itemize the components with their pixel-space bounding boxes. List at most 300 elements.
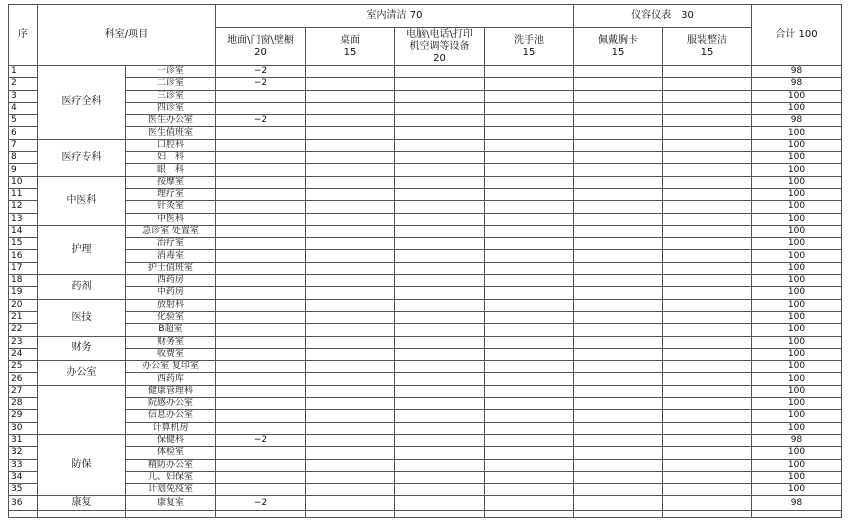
row-total: 100 — [752, 422, 842, 434]
score-cell — [663, 250, 752, 262]
row-number: 11 — [9, 188, 38, 200]
room-name: 消毒室 — [126, 250, 216, 262]
score-cell — [574, 484, 663, 496]
score-cell — [663, 471, 752, 483]
score-cell — [663, 238, 752, 250]
row-total: 100 — [752, 201, 842, 213]
score-cell — [306, 373, 395, 385]
tail-cell — [574, 511, 663, 518]
table-row — [9, 398, 842, 410]
score-cell — [485, 361, 574, 373]
score-cell — [485, 311, 574, 323]
score-cell — [663, 484, 752, 496]
score-cell — [395, 90, 485, 102]
score-cell — [663, 373, 752, 385]
score-cell — [574, 201, 663, 213]
score-cell — [395, 434, 485, 446]
score-cell — [663, 459, 752, 471]
table-row — [9, 471, 842, 483]
score-cell — [395, 398, 485, 410]
score-cell — [485, 127, 574, 139]
table-row — [9, 410, 842, 422]
row-total: 100 — [752, 275, 842, 287]
header-indoor-cleaning: 室内清洁 70 — [216, 5, 574, 28]
score-cell — [395, 410, 485, 422]
header-col — [485, 28, 574, 66]
score-cell — [306, 459, 395, 471]
table-row — [9, 336, 842, 348]
row-number: 35 — [9, 484, 38, 496]
score-cell — [485, 102, 574, 114]
room-name: 护士值班室 — [126, 262, 216, 274]
score-floor-window — [216, 348, 306, 360]
score-cell — [395, 336, 485, 348]
header-col-points: 15 — [700, 46, 714, 58]
room-name: 一诊室 — [126, 66, 216, 78]
table-row — [9, 139, 842, 151]
room-name: 医生办公室 — [126, 115, 216, 127]
row-total: 98 — [752, 115, 842, 127]
row-number: 20 — [9, 299, 38, 311]
score-cell — [306, 250, 395, 262]
score-cell — [306, 176, 395, 188]
header-col-name: 电脑\电话\打印机空调等设备 — [406, 28, 473, 52]
score-cell — [306, 422, 395, 434]
room-name: 财务室 — [126, 336, 216, 348]
row-total: 100 — [752, 238, 842, 250]
row-number: 2 — [9, 78, 38, 90]
score-floor-window — [216, 139, 306, 151]
row-number: 16 — [9, 250, 38, 262]
score-cell — [663, 348, 752, 360]
header-total: 合计 100 — [752, 5, 842, 66]
score-cell — [395, 311, 485, 323]
row-total: 100 — [752, 361, 842, 373]
score-cell — [306, 152, 395, 164]
room-name: 化验室 — [126, 311, 216, 323]
room-name: 健康管理科 — [126, 385, 216, 397]
score-floor-window — [216, 250, 306, 262]
score-cell — [306, 66, 395, 78]
room-name: 三诊室 — [126, 90, 216, 102]
header-col-points: 15 — [611, 46, 625, 58]
score-cell — [663, 361, 752, 373]
table-row — [9, 238, 842, 250]
row-total: 100 — [752, 471, 842, 483]
score-cell — [395, 348, 485, 360]
department-cell: 财务 — [38, 336, 126, 361]
table-row — [9, 496, 842, 511]
score-cell — [574, 385, 663, 397]
department-cell: 办公室 — [38, 361, 126, 386]
row-total: 98 — [752, 78, 842, 90]
score-cell — [306, 225, 395, 237]
score-cell — [395, 250, 485, 262]
score-cell — [485, 287, 574, 299]
row-total: 100 — [752, 324, 842, 336]
table-row — [9, 152, 842, 164]
room-name: 口腔科 — [126, 139, 216, 151]
score-cell — [485, 115, 574, 127]
score-cell — [663, 201, 752, 213]
score-cell — [574, 324, 663, 336]
score-cell — [485, 188, 574, 200]
score-cell — [663, 311, 752, 323]
header-col-points: 15 — [522, 46, 536, 58]
table-row — [9, 348, 842, 360]
row-number: 17 — [9, 262, 38, 274]
row-number: 31 — [9, 434, 38, 446]
row-number: 5 — [9, 115, 38, 127]
row-number: 4 — [9, 102, 38, 114]
row-number: 9 — [9, 164, 38, 176]
room-name: 西药房 — [126, 275, 216, 287]
table-row — [9, 422, 842, 434]
score-cell — [395, 484, 485, 496]
score-cell — [395, 262, 485, 274]
row-total: 100 — [752, 299, 842, 311]
score-cell — [574, 238, 663, 250]
score-floor-window — [216, 238, 306, 250]
score-cell — [306, 410, 395, 422]
tail-cell — [395, 511, 485, 518]
room-name: 信息办公室 — [126, 410, 216, 422]
room-name: 体检室 — [126, 447, 216, 459]
score-cell — [663, 410, 752, 422]
row-total: 100 — [752, 213, 842, 225]
score-cell — [306, 311, 395, 323]
table-row — [9, 250, 842, 262]
row-number: 25 — [9, 361, 38, 373]
score-cell — [485, 348, 574, 360]
row-total: 100 — [752, 188, 842, 200]
score-cell — [574, 102, 663, 114]
score-floor-window — [216, 373, 306, 385]
score-cell — [395, 496, 485, 511]
score-cell — [663, 225, 752, 237]
score-floor-window — [216, 225, 306, 237]
score-cell — [574, 459, 663, 471]
score-cell — [574, 299, 663, 311]
table-row — [9, 102, 842, 114]
header-col-points: 15 — [343, 46, 357, 58]
score-floor-window — [216, 164, 306, 176]
score-cell — [306, 299, 395, 311]
score-floor-window — [216, 422, 306, 434]
score-cell — [574, 66, 663, 78]
score-cell — [395, 127, 485, 139]
score-cell — [306, 398, 395, 410]
score-floor-window — [216, 188, 306, 200]
row-total: 100 — [752, 373, 842, 385]
room-name: 急诊室 处置室 — [126, 225, 216, 237]
row-number: 3 — [9, 90, 38, 102]
score-cell — [663, 78, 752, 90]
score-floor-window — [216, 447, 306, 459]
row-total: 100 — [752, 152, 842, 164]
score-cell — [485, 324, 574, 336]
header-appearance: 仪容仪表 30 — [574, 5, 752, 28]
score-floor-window — [216, 201, 306, 213]
room-name: 理疗室 — [126, 188, 216, 200]
score-cell — [485, 410, 574, 422]
score-cell — [485, 201, 574, 213]
score-cell — [485, 250, 574, 262]
row-total: 98 — [752, 66, 842, 78]
room-name: 保健科 — [126, 434, 216, 446]
score-cell — [485, 484, 574, 496]
score-cell — [485, 447, 574, 459]
table-row — [9, 459, 842, 471]
score-cell — [574, 90, 663, 102]
score-floor-window — [216, 213, 306, 225]
row-number: 29 — [9, 410, 38, 422]
score-cell — [306, 213, 395, 225]
row-number: 24 — [9, 348, 38, 360]
header-col-points: 20 — [254, 46, 267, 58]
header-col-name: 佩戴胸卡 — [598, 34, 638, 46]
row-number: 34 — [9, 471, 38, 483]
row-total: 100 — [752, 447, 842, 459]
tail-cell — [752, 511, 842, 518]
score-cell — [485, 238, 574, 250]
score-floor-window — [216, 459, 306, 471]
score-cell — [574, 373, 663, 385]
score-cell — [306, 434, 395, 446]
score-cell — [485, 90, 574, 102]
row-number: 26 — [9, 373, 38, 385]
score-cell — [574, 188, 663, 200]
score-cell — [306, 90, 395, 102]
row-number: 18 — [9, 275, 38, 287]
score-cell — [663, 299, 752, 311]
row-total: 98 — [752, 434, 842, 446]
score-cell — [395, 361, 485, 373]
table-row — [9, 213, 842, 225]
score-cell — [306, 287, 395, 299]
score-cell — [395, 238, 485, 250]
score-cell — [574, 78, 663, 90]
score-cell — [395, 78, 485, 90]
score-cell — [485, 152, 574, 164]
score-cell — [306, 78, 395, 90]
score-cell — [574, 127, 663, 139]
row-number: 33 — [9, 459, 38, 471]
score-cell — [395, 66, 485, 78]
score-cell — [306, 361, 395, 373]
score-cell — [663, 398, 752, 410]
inspection-table — [8, 4, 842, 518]
table-row — [9, 287, 842, 299]
score-floor-window: −2 — [216, 496, 306, 511]
score-cell — [485, 471, 574, 483]
score-cell — [485, 78, 574, 90]
row-total: 100 — [752, 164, 842, 176]
row-number: 22 — [9, 324, 38, 336]
score-cell — [306, 262, 395, 274]
table-row — [9, 164, 842, 176]
room-name: 院感办公室 — [126, 398, 216, 410]
score-cell — [663, 66, 752, 78]
table-row — [9, 299, 842, 311]
row-total: 100 — [752, 250, 842, 262]
table-row — [9, 90, 842, 102]
department-cell — [38, 385, 126, 434]
row-total: 100 — [752, 484, 842, 496]
score-cell — [306, 471, 395, 483]
score-cell — [663, 176, 752, 188]
score-floor-window — [216, 176, 306, 188]
score-floor-window: −2 — [216, 78, 306, 90]
score-cell — [663, 127, 752, 139]
table-row — [9, 115, 842, 127]
table-row — [9, 78, 842, 90]
header-seq: 序 — [9, 5, 38, 66]
score-cell — [663, 434, 752, 446]
score-cell — [306, 447, 395, 459]
score-floor-window — [216, 398, 306, 410]
table-row — [9, 262, 842, 274]
row-total: 100 — [752, 176, 842, 188]
score-cell — [306, 496, 395, 511]
score-cell — [574, 139, 663, 151]
score-cell — [574, 361, 663, 373]
score-cell — [395, 385, 485, 397]
tail-cell — [216, 511, 306, 518]
score-floor-window — [216, 484, 306, 496]
department-cell: 医技 — [38, 299, 126, 336]
score-floor-window — [216, 90, 306, 102]
row-total: 100 — [752, 90, 842, 102]
row-number: 13 — [9, 213, 38, 225]
room-name: 收费室 — [126, 348, 216, 360]
score-floor-window — [216, 262, 306, 274]
row-number: 7 — [9, 139, 38, 151]
score-cell — [306, 139, 395, 151]
score-cell — [663, 336, 752, 348]
table-row — [9, 127, 842, 139]
score-cell — [395, 447, 485, 459]
score-cell — [395, 201, 485, 213]
room-name: 办公室 复印室 — [126, 361, 216, 373]
score-floor-window — [216, 299, 306, 311]
table-row — [9, 225, 842, 237]
room-name: 康复室 — [126, 496, 216, 511]
tail-cell — [38, 511, 126, 518]
score-cell — [395, 139, 485, 151]
score-cell — [663, 139, 752, 151]
row-number: 36 — [9, 496, 38, 511]
table-body — [9, 5, 842, 518]
score-cell — [663, 385, 752, 397]
row-number: 28 — [9, 398, 38, 410]
score-cell — [574, 336, 663, 348]
header-col-name: 洗手池 — [514, 34, 544, 46]
score-cell — [485, 385, 574, 397]
header-col — [306, 28, 395, 66]
table-row — [9, 275, 842, 287]
score-floor-window — [216, 324, 306, 336]
score-cell — [663, 115, 752, 127]
score-cell — [395, 115, 485, 127]
header-col — [395, 28, 485, 66]
row-total: 100 — [752, 287, 842, 299]
score-cell — [485, 496, 574, 511]
score-cell — [663, 496, 752, 511]
table-row — [9, 201, 842, 213]
score-cell — [663, 422, 752, 434]
room-name: 妇 科 — [126, 152, 216, 164]
table-row — [9, 176, 842, 188]
score-cell — [663, 213, 752, 225]
department-cell: 中医科 — [38, 176, 126, 225]
table-row — [9, 373, 842, 385]
score-cell — [306, 115, 395, 127]
row-total: 100 — [752, 385, 842, 397]
room-name: B超室 — [126, 324, 216, 336]
score-cell — [574, 287, 663, 299]
score-cell — [485, 336, 574, 348]
table-tail — [9, 511, 842, 518]
room-name: 精防办公室 — [126, 459, 216, 471]
score-cell — [574, 213, 663, 225]
score-cell — [663, 275, 752, 287]
department-cell: 医疗全科 — [38, 66, 126, 140]
score-cell — [485, 459, 574, 471]
score-cell — [574, 250, 663, 262]
tail-cell — [9, 511, 38, 518]
tail-cell — [663, 511, 752, 518]
header-col — [574, 28, 663, 66]
row-total: 100 — [752, 336, 842, 348]
score-cell — [395, 176, 485, 188]
score-cell — [395, 225, 485, 237]
department-cell: 医疗专科 — [38, 139, 126, 176]
row-total: 100 — [752, 348, 842, 360]
score-cell — [574, 410, 663, 422]
score-floor-window: −2 — [216, 115, 306, 127]
score-cell — [485, 275, 574, 287]
score-cell — [574, 275, 663, 287]
row-total: 100 — [752, 102, 842, 114]
score-floor-window — [216, 471, 306, 483]
score-cell — [663, 447, 752, 459]
score-floor-window — [216, 336, 306, 348]
score-cell — [395, 422, 485, 434]
score-floor-window: −2 — [216, 66, 306, 78]
row-number: 19 — [9, 287, 38, 299]
score-cell — [306, 484, 395, 496]
score-cell — [574, 176, 663, 188]
row-number: 21 — [9, 311, 38, 323]
score-cell — [574, 348, 663, 360]
header-col — [216, 28, 306, 66]
row-number: 15 — [9, 238, 38, 250]
row-total: 100 — [752, 262, 842, 274]
score-cell — [485, 373, 574, 385]
score-cell — [395, 471, 485, 483]
score-cell — [485, 434, 574, 446]
score-cell — [306, 102, 395, 114]
score-cell — [574, 422, 663, 434]
room-name: 针灸室 — [126, 201, 216, 213]
score-cell — [306, 164, 395, 176]
score-cell — [395, 299, 485, 311]
score-cell — [574, 262, 663, 274]
room-name: 计划免疫室 — [126, 484, 216, 496]
row-total: 98 — [752, 496, 842, 511]
department-cell: 防保 — [38, 434, 126, 495]
